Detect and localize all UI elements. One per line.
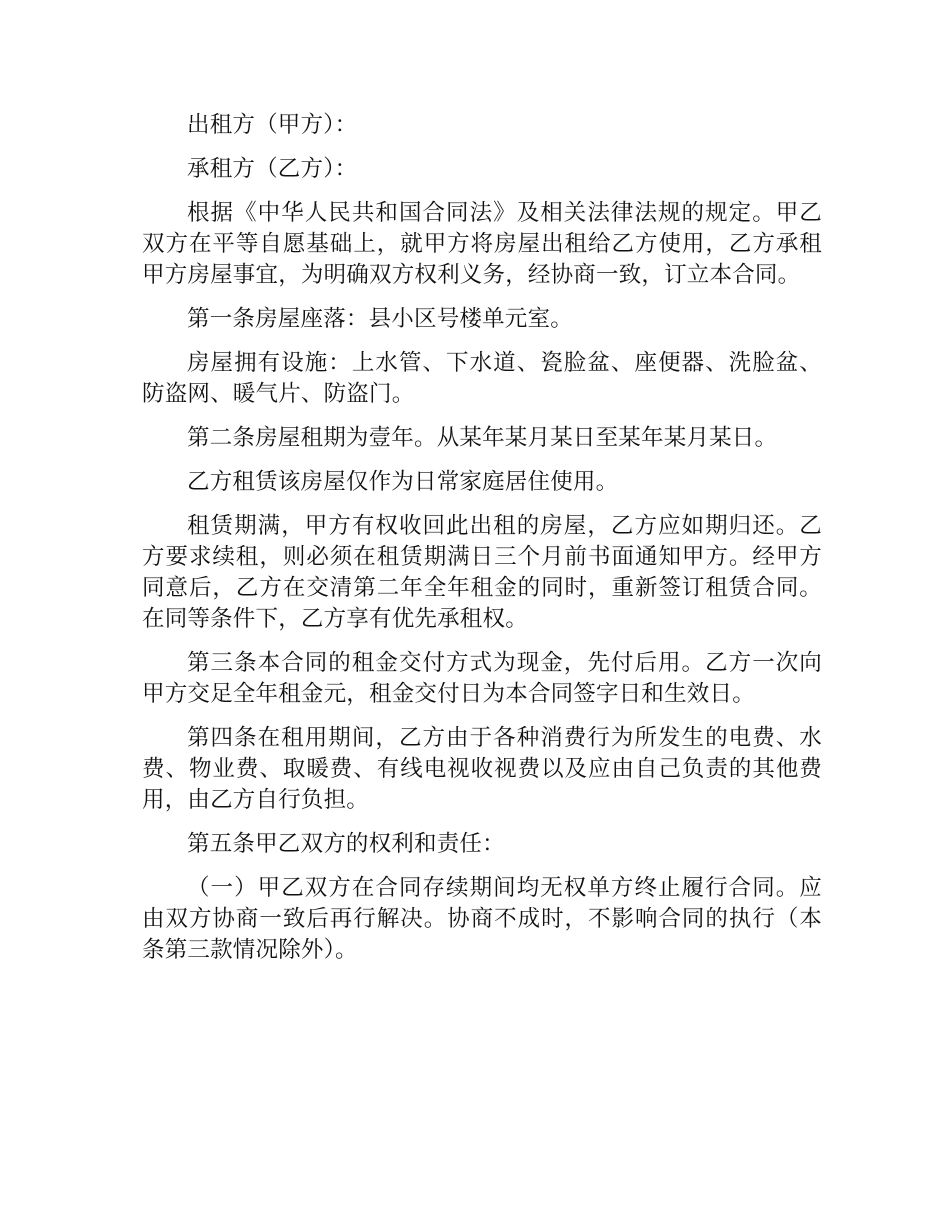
article-3-payment: 第三条本合同的租金交付方式为现金，先付后用。乙方一次向甲方交足全年租金元，租金交付日为本合同签字日和生效日。	[142, 650, 822, 707]
document-body	[142, 110, 822, 979]
preamble-paragraph: 根据《中华人民共和国合同法》及相关法律法规的规定。甲乙双方在平等自愿基础上，就甲方将房屋出租给乙方使用，乙方承租甲方房屋事宜，为明确双方权利义务，经协商一致，订立本合同。	[142, 200, 822, 288]
usage-paragraph: 乙方租赁该房屋仅作为日常家庭居住使用。	[187, 469, 619, 495]
facilities-paragraph: 房屋拥有设施：上水管、下水道、瓷脸盆、座便器、洗脸盆、防盗网、暖气片、防盗门。	[142, 350, 822, 407]
article-5-heading: 第五条甲乙双方的权利和责任：	[187, 831, 505, 857]
article-1-location: 第一条房屋座落：县小区号楼单元室。	[187, 306, 573, 332]
renewal-paragraph: 租赁期满，甲方有权收回此出租的房屋，乙方应如期归还。乙方要求续租，则必须在租赁期满日三个月前书面通知甲方。经甲方同意后，乙方在交清第二年全年租金的同时，重新签订租赁合同。在同等条件下，乙方享有优先承租权。	[142, 513, 822, 632]
lessor-line: 出租方（甲方）：	[187, 112, 358, 138]
article-4-expenses: 第四条在租用期间，乙方由于各种消费行为所发生的电费、水费、物业费、取暖费、有线电视收视费以及应由自己负责的其他费用，由乙方自行负担。	[142, 725, 822, 813]
lessee-line: 承租方（乙方）：	[187, 156, 358, 182]
article-5-clause-1: （一）甲乙双方在合同存续期间均无权单方终止履行合同。应由双方协商一致后再行解决。协商不成时，不影响合同的执行（本条第三款情况除外）。	[142, 875, 822, 963]
article-2-term: 第二条房屋租期为壹年。从某年某月某日至某年某月某日。	[187, 425, 778, 451]
